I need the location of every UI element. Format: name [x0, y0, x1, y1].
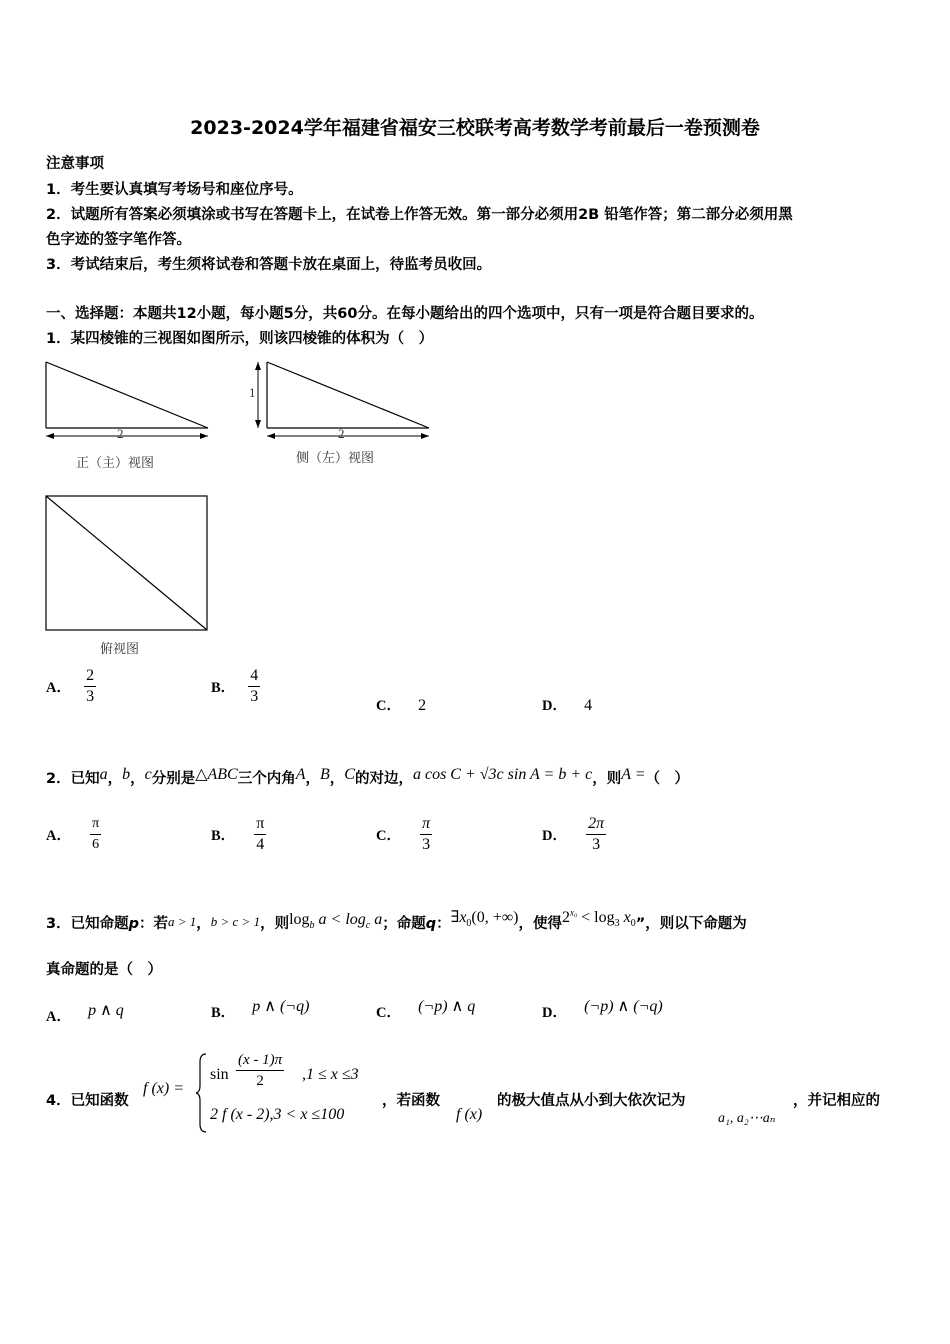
q3-text: ：若 [138, 916, 168, 932]
option-expr: (¬p) ∧ q [418, 998, 476, 1015]
q1-option-b[interactable] [211, 666, 260, 707]
case1-sin: sin [210, 1066, 229, 1083]
notice-item-3: 3．考试结束后，考生须将试卷和答题卡放在桌面上，待监考员收回。 [46, 257, 492, 273]
option-label: A． [46, 1009, 71, 1025]
front-view-figure [40, 355, 215, 445]
top-view-figure [40, 490, 215, 635]
option-label: B． [211, 680, 236, 696]
q2-option-a[interactable] [46, 814, 101, 855]
fraction-den: 4 [256, 836, 265, 853]
ineq-sub: 0 [630, 918, 636, 930]
q4-sequence: a₁, a₂⋯aₙ [718, 1111, 776, 1126]
fraction-den: 2 [256, 1073, 264, 1089]
q3-text: ，则 [260, 916, 290, 932]
fraction [420, 814, 432, 855]
notice-item-2: 2．试题所有答案必须填涂或书写在答题卡上，在试卷上作答无效。第一部分必须用2B 铅笔作答；第二部分必须用黑 [46, 207, 793, 223]
q2-option-b[interactable] [211, 814, 266, 855]
q4-intro: 4．已知函数 [46, 1093, 129, 1109]
exists-sub: 0 [466, 918, 472, 930]
option-label: D． [542, 1005, 567, 1021]
ineq-text: x [619, 909, 631, 926]
q3-text: ”，则以下命题为 [635, 916, 747, 932]
var-c: c [144, 766, 152, 783]
q2-option-d[interactable] [542, 814, 606, 855]
exists-expr [450, 909, 519, 930]
q2-text: （ ） [645, 771, 689, 787]
q3-option-c[interactable] [376, 996, 475, 1022]
option-label: C． [376, 698, 401, 714]
q2-text: 2．已知 [46, 771, 100, 787]
q2-text: ， [130, 771, 145, 787]
fraction-den: 6 [92, 837, 100, 852]
fraction [248, 666, 260, 707]
q2-option-c[interactable] [376, 814, 432, 855]
q4-text-4: ，并记相应的 [793, 1093, 880, 1109]
var-a: a [99, 766, 108, 783]
option-label: D． [542, 828, 567, 844]
q3-option-d[interactable] [542, 996, 663, 1022]
q3-text: ；命题 [382, 916, 426, 932]
fraction-num: 4 [248, 666, 260, 687]
q2-text: ，则 [592, 771, 622, 787]
fraction [84, 666, 96, 707]
q2-equation: a cos C + √3c sin A = b + c [412, 766, 593, 783]
log-text: log [289, 911, 310, 928]
q3-text: ： [436, 916, 451, 932]
ineq-pow [562, 907, 636, 930]
ineq-log [289, 911, 383, 932]
case1-frac [236, 1050, 284, 1091]
q2-text: 分别是 [151, 771, 196, 787]
q1-stem: 1．某四棱锥的三视图如图所示，则该四棱锥的体积为（ ） [46, 331, 434, 347]
q4-fx: f (x) = [143, 1080, 184, 1097]
fraction-num: π [254, 814, 266, 835]
side-view-dim: 2 [338, 426, 345, 441]
front-view-caption: 正（主）视图 [76, 455, 155, 470]
q4-fx-2: f (x) [456, 1106, 483, 1123]
option-label: C． [376, 1005, 401, 1021]
side-view-caption: 侧（左）视图 [296, 450, 375, 465]
fraction [586, 814, 606, 855]
q3-text: 3．已知命题 [46, 916, 129, 932]
q2-stem [46, 764, 689, 788]
fraction-den: 3 [422, 836, 431, 853]
fraction-den: 3 [86, 688, 95, 705]
fraction-num: 2 [84, 666, 96, 687]
cond-a: a > 1 [167, 914, 197, 929]
option-label: B． [211, 1005, 236, 1021]
q3-option-b[interactable] [211, 996, 309, 1022]
option-value: 2 [418, 697, 427, 714]
q1-option-c[interactable] [376, 694, 426, 715]
case1-cond: ,1 ≤ x ≤3 [302, 1066, 359, 1083]
pow-exp: x₀ [570, 907, 578, 918]
log-base: c [365, 920, 371, 932]
q4-text-3: 的极大值点从小到大依次记为 [497, 1093, 686, 1109]
option-expr: (¬p) ∧ (¬q) [584, 998, 663, 1015]
page-title: 2023-2024学年福建省福安三校联考高考数学考前最后一卷预测卷 [190, 117, 760, 139]
q2-text: 三个内角 [237, 771, 296, 787]
log-text: a < log [314, 911, 366, 928]
fraction-num: π [420, 814, 432, 835]
q2-text: ， [107, 771, 123, 787]
pow-base: 2 [562, 909, 571, 926]
fraction-num: π [90, 814, 101, 835]
var-b: b [122, 766, 131, 783]
side-view-height: 1 [249, 385, 256, 400]
fraction-num: 2π [586, 814, 606, 835]
notice-heading: 注意事项 [46, 156, 104, 172]
prop-q: q [425, 916, 437, 932]
fraction-den: 3 [250, 688, 259, 705]
fraction [254, 814, 266, 855]
option-label: A． [46, 828, 71, 844]
q2-text: 的对边， [354, 771, 413, 787]
notice-item-1: 1．考生要认真填写考场号和座位序号。 [46, 182, 303, 198]
q3-text: ，使得 [518, 916, 563, 932]
var-B: B [320, 766, 330, 783]
notice-item-2-cont: 色字迹的签字笔作答。 [46, 232, 191, 248]
piecewise-brace [196, 1052, 208, 1134]
log-base: b [309, 920, 315, 932]
fraction-num: (x - 1)π [236, 1050, 284, 1071]
front-view-dim: 2 [117, 426, 124, 441]
triangle-abc: △ABC [195, 766, 238, 783]
case2: 2 f (x - 2),3 < x ≤100 [210, 1106, 345, 1123]
top-view-caption: 俯视图 [100, 641, 140, 656]
option-label: D． [542, 698, 567, 714]
var-C: C [344, 766, 355, 783]
exists-set: (0, +∞) [471, 909, 519, 926]
cond-bc: b > c > 1 [210, 914, 261, 929]
q3-stem [46, 907, 747, 933]
prop-p: p [128, 916, 139, 932]
fraction [90, 814, 101, 855]
q3-option-a[interactable] [46, 1000, 124, 1026]
q2-text: ， [329, 771, 345, 787]
log-base: 3 [614, 918, 620, 930]
q2-a-equals: A = [621, 766, 646, 783]
q2-text: ， [305, 771, 321, 787]
option-label: C． [376, 828, 401, 844]
option-expr: p ∧ (¬q) [252, 998, 310, 1015]
q1-option-a[interactable] [46, 666, 96, 707]
q1-option-d[interactable] [542, 694, 592, 715]
option-label: B． [211, 828, 236, 844]
log-text: a [370, 911, 383, 928]
var-A: A [295, 766, 306, 783]
exists-text: ∃x [450, 909, 467, 926]
q4-text-2: ，若函数 [382, 1093, 440, 1109]
fraction-den: 3 [592, 836, 601, 853]
q3-stem-line2: 真命题的是（ ） [46, 962, 162, 978]
ineq-text: < log [577, 909, 615, 926]
q3-text: ， [196, 916, 211, 932]
option-value: 4 [584, 697, 593, 714]
option-label: A． [46, 680, 71, 696]
option-expr: p ∧ q [88, 1002, 124, 1019]
section-heading: 一、选择题：本题共12小题，每小题5分，共60分。在每小题给出的四个选项中，只有一项是符合题目要求的。 [46, 306, 764, 322]
